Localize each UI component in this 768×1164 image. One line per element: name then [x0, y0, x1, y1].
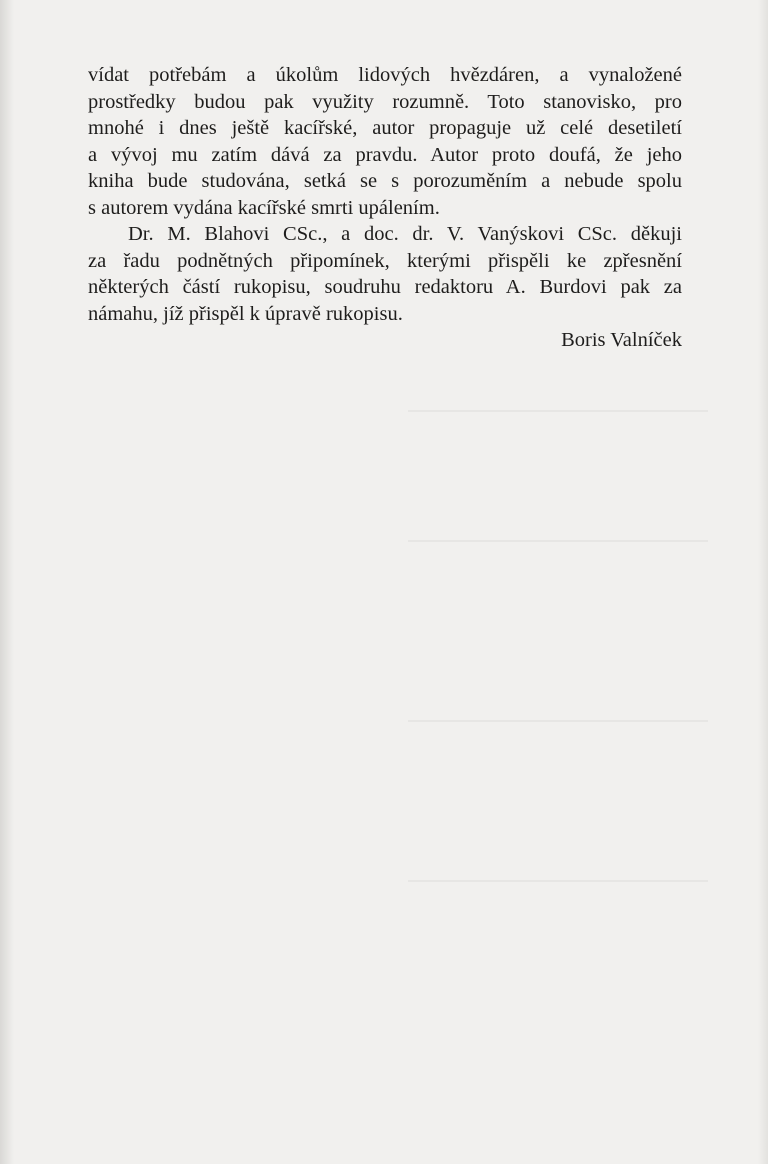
text-line: některých částí rukopisu, soudruhu redaktoru A. Burdovi pak za: [88, 276, 682, 298]
text-line: a vývoj mu zatím dává za pravdu. Autor proto doufá, že jeho: [88, 143, 682, 166]
text-line: námahu, jíž přispěl k úpravě rukopisu.: [88, 302, 403, 325]
paragraph-2: [88, 221, 682, 327]
show-through-line: [408, 410, 708, 412]
text-line: za řadu podnětných připomínek, kterými přispěli ke zpřesnění: [88, 249, 682, 272]
show-through-line: [408, 540, 708, 542]
body-text: [88, 62, 682, 354]
show-through-line: [408, 880, 708, 882]
text-line: mnohé i dnes ještě kacířské, autor propaguje už celé desetiletí: [88, 117, 682, 139]
text-line: kniha bude studována, setká se s porozuměním a nebude spolu: [88, 170, 682, 192]
page-edge-shadow: [0, 0, 14, 1164]
page-edge-shadow-right: [758, 0, 768, 1164]
text-line: vídat potřebám a úkolům lidových hvězdáren, a vynaložené: [88, 64, 682, 86]
paragraph-1: [88, 62, 682, 221]
text-line: prostředky budou pak využity rozumně. Toto stanovisko, pro: [88, 90, 682, 113]
text-line: Dr. M. Blahovi CSc., a doc. dr. V. Vanýskovi CSc. děkuji: [128, 223, 682, 245]
show-through-line: [408, 720, 708, 722]
text-line: s autorem vydána kacířské smrti upálením.: [88, 196, 440, 219]
author-signature: Boris Valníček: [561, 329, 682, 351]
